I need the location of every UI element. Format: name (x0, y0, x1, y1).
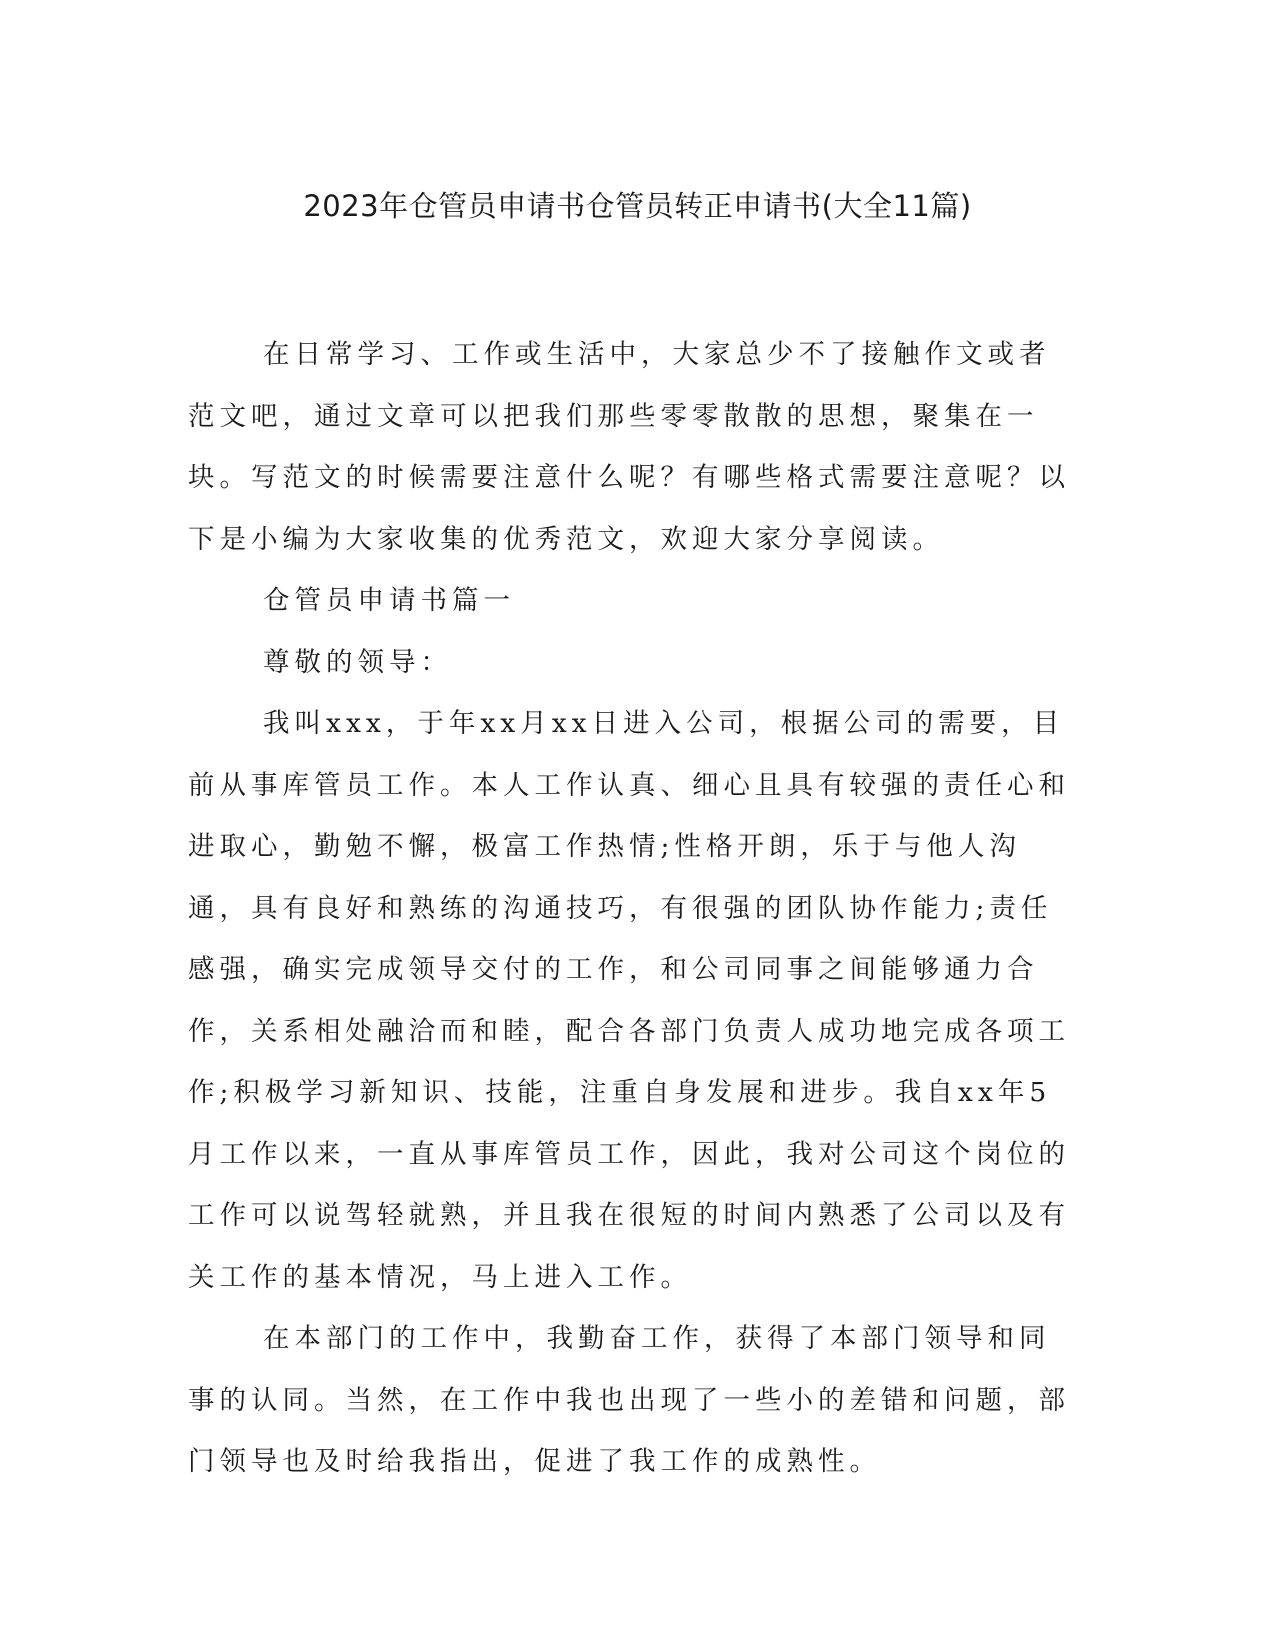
section-heading: 仓管员申请书篇一 (263, 585, 515, 616)
intro-paragraph: 在日常学习、工作或生活中，大家总少不了接触作文或者范文吧，通过文章可以把我们那些零零散散的思想，聚集在一块。写范文的时候需要注意什么呢？有哪些格式需要注意呢？以下是小编为大家收集的优秀范文，欢迎大家分享阅读。 (188, 339, 1070, 555)
body-paragraph: 在本部门的工作中，我勤奋工作，获得了本部门领导和同事的认同。当然，在工作中我也出现了一些小的差错和问题，部门领导也及时给我指出，促进了我工作的成熟性。 (188, 1323, 1070, 1477)
salutation: 尊敬的领导： (263, 646, 452, 678)
document-body (188, 324, 1070, 1493)
body-paragraph: 我叫xxx，于年xx月xx日进入公司，根据公司的需要，目前从事库管员工作。本人工作认真、细心且具有较强的责任心和进取心，勤勉不懈，极富工作热情;性格开朗，乐于与他人沟通，具有良好和熟练的沟通技巧，有很强的团队协作能力;责任感强，确实完成领导交付的工作，和公司同事之间能够通力合作，关系相处融洽而和睦，配合各部门负责人成功地完成各项工作;积极学习新知识、技能，注重自身发展和进步。我自xx年5月工作以来，一直从事库管员工作，因此，我对公司这个岗位的工作可以说驾轻就熟，并且我在很短的时间内熟悉了公司以及有关工作的基本情况，马上进入工作。 (188, 708, 1070, 1293)
document-title: 2023年仓管员申请书仓管员转正申请书(大全11篇) (303, 189, 972, 223)
